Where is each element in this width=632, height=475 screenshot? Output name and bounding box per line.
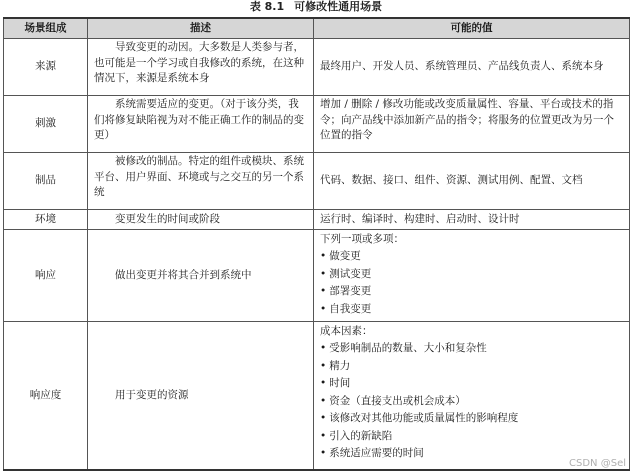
table-row	[4, 230, 630, 322]
bullet-icon: •	[320, 342, 327, 354]
row-description-text: 做出变更并将其合并到系统中	[115, 268, 252, 281]
table-caption	[0, 0, 632, 14]
row-component: 制品	[4, 153, 88, 210]
row-component: 环境	[4, 210, 88, 230]
row-component: 响应度	[4, 322, 88, 470]
table-row	[4, 210, 630, 230]
bullet-icon: •	[320, 447, 327, 459]
row-description-text: 用于变更的资源	[115, 388, 189, 401]
row-values: 最终用户、开发人员、系统管理员、产品线负责人、系统本身	[314, 39, 630, 96]
bullet-icon: •	[320, 302, 327, 315]
list-item: • 精力	[320, 359, 351, 372]
table-row	[4, 322, 630, 470]
table-row	[4, 153, 630, 210]
bullet-icon: •	[320, 267, 327, 280]
row-description	[88, 210, 314, 230]
table-row	[4, 96, 630, 153]
row-description-text: 被修改的制品。特定的组件或模块、系统平台、用户界面、环境或与之交互的另一个系统	[94, 155, 304, 198]
values-lead: 下列一项或多项：	[320, 233, 404, 245]
table-title: 可修改性通用场景	[294, 0, 383, 13]
list-item: • 做变更	[320, 250, 361, 262]
table-row	[4, 39, 630, 96]
list-item: • 受影响制品的数量、大小和复杂性	[320, 342, 487, 354]
bullet-icon: •	[320, 429, 327, 442]
bullet-icon: •	[320, 359, 327, 372]
row-values: 代码、数据、接口、组件、资源、测试用例、配置、文档	[314, 153, 630, 210]
row-component: 刺激	[4, 96, 88, 153]
list-item: • 自我变更	[320, 302, 372, 315]
row-description-text: 变更发生的时间或阶段	[115, 212, 220, 225]
header-description: 描述	[88, 18, 314, 39]
table-number: 表 8.1	[249, 0, 285, 13]
list-item: • 引入的新缺陷	[320, 429, 393, 442]
bullet-icon: •	[320, 377, 327, 389]
list-item: • 时间	[320, 377, 351, 389]
row-values: 增加 / 删除 / 修改功能或改变质量属性、容量、平台或技术的指令；向产品线中添加新产品的指令；将服务的位置更改为另一个位置的指令	[314, 96, 630, 153]
values-lead: 成本因素：	[320, 325, 373, 337]
list-item: • 该修改对其他功能或质量属性的影响程度	[320, 412, 519, 424]
list-item: • 测试变更	[320, 267, 372, 280]
bullet-icon: •	[320, 412, 327, 424]
values-list	[320, 340, 623, 463]
list-item: • 系统适应需要的时间	[320, 447, 424, 459]
list-item: • 部署变更	[320, 285, 372, 297]
row-description	[88, 322, 314, 470]
row-values	[314, 230, 630, 322]
header-values: 可能的值	[314, 18, 630, 39]
modifiability-scenario-table	[3, 17, 630, 471]
header-component: 场景组成	[4, 18, 88, 39]
list-item: • 资金（直接支出或机会成本）	[320, 394, 466, 407]
values-list	[320, 248, 623, 318]
row-component: 来源	[4, 39, 88, 96]
row-component: 响应	[4, 230, 88, 322]
row-description	[88, 39, 314, 96]
row-description	[88, 96, 314, 153]
row-description-text: 系统需要适应的变更。（对于该分类，我们将修复缺陷视为对不能正确工作的制品的变更）	[94, 98, 304, 141]
bullet-icon: •	[320, 394, 327, 407]
row-description	[88, 230, 314, 322]
row-values: 运行时、编译时、构建时、启动时、设计时	[314, 210, 630, 230]
row-description-text: 导致变更的动因。大多数是人类参与者，也可能是一个学习或自我修改的系统，在这种情况下，来源是系统本身	[94, 41, 304, 84]
bullet-icon: •	[320, 250, 327, 262]
row-values	[314, 322, 630, 470]
row-description	[88, 153, 314, 210]
table-header-row	[4, 18, 630, 39]
bullet-icon: •	[320, 285, 327, 297]
watermark: CSDN @Sel	[569, 458, 626, 469]
